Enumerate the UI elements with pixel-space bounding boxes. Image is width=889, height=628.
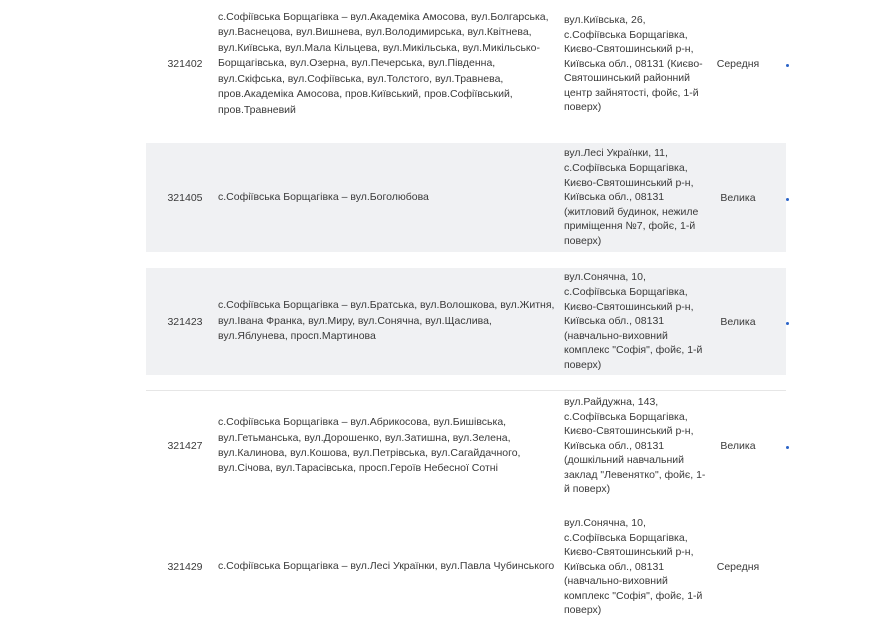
station-size: Середня (716, 561, 760, 573)
station-streets: с.Софіївська Борщагівка – вул.Лесі Українки, вул.Павла Чубинського (218, 560, 555, 573)
station-streets: с.Софіївська Борщагівка – вул.Боголюбова (218, 190, 429, 203)
table-row (146, 512, 786, 622)
station-number: 321405 (167, 191, 203, 204)
station-address: вул.Сонячна, 10, с.Софіївська Борщагівка, Києво-Святошинський р-н, Київська обл., 08131 (навчально-виховний комплекс "Софія", фойє, 1-й поверх) (564, 516, 703, 617)
station-streets: с.Софіївська Борщагівка – вул.Братська, вул.Волошкова, вул.Житня, вул.Івана Франка, вул.Миру, вул.Сонячна, вул.Щаслива, вул.Яблунева, просп.Мартинова (218, 299, 555, 343)
row-marker-icon (786, 64, 789, 67)
row-marker-icon (786, 446, 789, 449)
station-number: 321423 (167, 315, 203, 328)
station-number: 321429 (167, 561, 203, 573)
table-row (146, 392, 786, 500)
station-size: Середня (716, 58, 760, 70)
station-size: Велика (720, 315, 756, 328)
station-streets: с.Софіївська Борщагівка – вул.Академіка Амосова, вул.Болгарська, вул.Васнецова, вул.Вишнева, вул.Володимирська, вул.Квітнева, вул.Київська, вул.Мала Кільцева, вул.Микільська, вул.Микільсько-Борщагівська, вул.Озерна, вул.Печерська, вул.Південна, вул.Скіфська, вул.Софіївська, вул.Толстого, вул.Травнева, пров.Академіка Амосова, пров.Київський, пров.Софіївський, пров.Травневий (218, 11, 549, 116)
station-address: вул.Лесі Українки, 11, с.Софіївська Борщагівка, Києво-Святошинський р-н, Київська обл., 08131 (житловий будинок, нежиле приміщення №7, фойє, 1-й поверх) (564, 147, 699, 247)
station-address: вул.Київська, 26, с.Софіївська Борщагівка, Києво-Святошинський р-н, Київська обл., 08131 (Києво-Святошинський районний центр зайнятості, фойє, 1-й поверх) (564, 13, 703, 114)
station-streets: с.Софіївська Борщагівка – вул.Абрикосова, вул.Бишівська, вул.Гетьманська, вул.Дорошенко, вул.Затишна, вул.Зелена, вул.Калинова, вул.Кошова, вул.Петрівська, вул.Сагайдачного, вул.Січова, вул.Тарасівська, просп.Героїв Небесної Сотні (218, 416, 521, 475)
station-size: Велика (720, 191, 756, 204)
station-number: 321427 (167, 440, 203, 452)
station-number: 321402 (167, 58, 203, 70)
row-marker-icon (786, 322, 789, 325)
table-row (146, 143, 786, 252)
station-address: вул.Райдужна, 143, с.Софіївська Борщагівка, Києво-Святошинський р-н, Київська обл., 08131 (дошкільний навчальний заклад "Левенятко", фойє, 1-й поверх) (564, 395, 706, 496)
row-marker-icon (786, 198, 789, 201)
station-size: Велика (720, 440, 756, 452)
row-divider (146, 390, 786, 391)
station-address: вул.Сонячна, 10, с.Софіївська Борщагівка, Києво-Святошинський р-н, Київська обл., 08131 (навчально-виховний комплекс "Софія", фойє, 1-й поверх) (564, 271, 703, 371)
table-row (146, 2, 786, 126)
table-row (146, 268, 786, 375)
